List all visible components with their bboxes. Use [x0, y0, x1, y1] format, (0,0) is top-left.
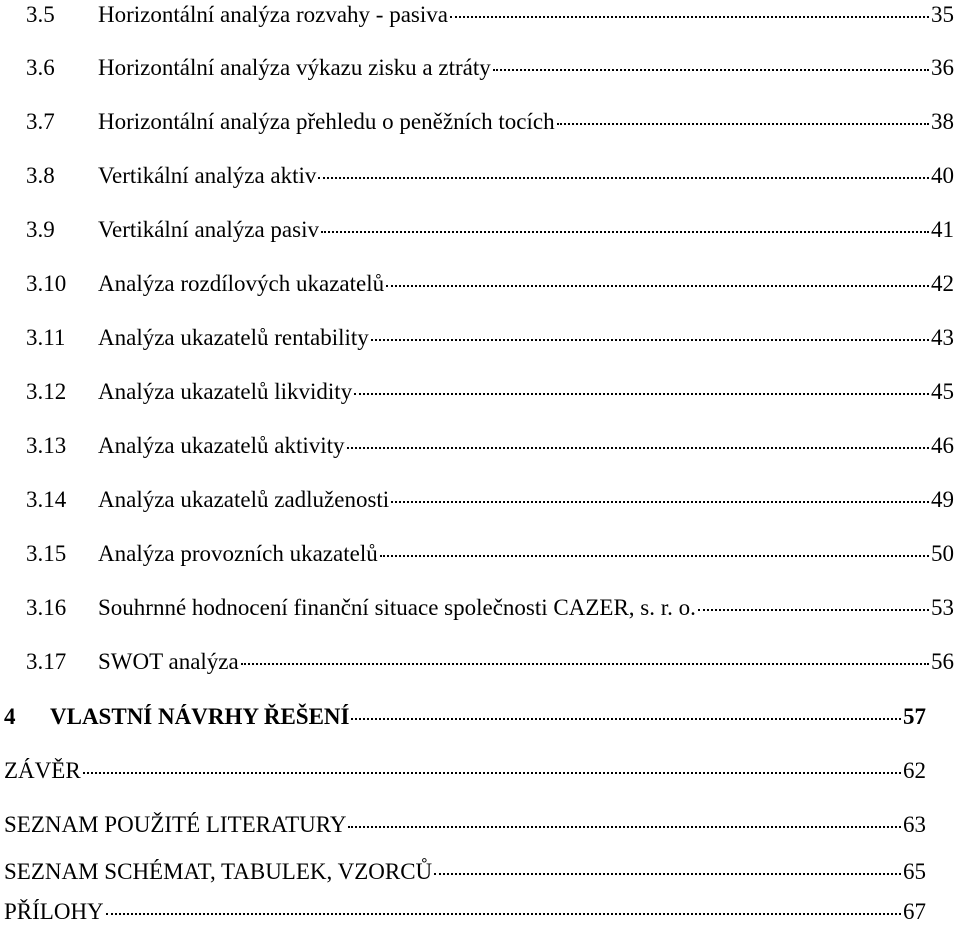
toc-entry-3-12[interactable] — [26, 377, 954, 407]
toc-entry-3-9[interactable] — [26, 215, 954, 245]
dot-leader — [106, 912, 901, 915]
toc-entry-page: 46 — [931, 433, 954, 458]
dot-leader — [493, 68, 929, 71]
toc-entry-number: 3.9 — [26, 217, 55, 242]
toc-entry-title: SEZNAM SCHÉMAT, TABULEK, VZORCŮ — [4, 859, 433, 884]
toc-entry-3-13[interactable] — [26, 431, 954, 461]
toc-entry-title: Analýza rozdílových ukazatelů — [98, 271, 385, 296]
toc-entry-page: 41 — [931, 217, 954, 242]
toc-entry-page: 49 — [931, 487, 954, 512]
dot-leader — [351, 717, 901, 720]
toc-entry-title: Analýza ukazatelů aktivity — [98, 433, 345, 458]
toc-entry-number: 3.10 — [26, 271, 67, 296]
toc-entry-number: 3.15 — [26, 541, 67, 566]
dot-leader — [347, 446, 929, 449]
toc-entry-title: Analýza ukazatelů likvidity — [98, 379, 353, 404]
toc-chapter-number: 4 — [4, 704, 16, 729]
toc-entry-page: 63 — [903, 812, 926, 837]
toc-entry-page: 45 — [931, 379, 954, 404]
toc-entry-seznam-schemat[interactable] — [4, 857, 926, 887]
toc-entry-zaver[interactable] — [4, 756, 926, 786]
toc-entry-number: 3.7 — [26, 109, 55, 134]
toc-entry-3-10[interactable] — [26, 269, 954, 299]
dot-leader — [348, 825, 901, 828]
toc-entry-page: 36 — [931, 55, 954, 80]
toc-entry-title: SWOT analýza — [98, 649, 239, 674]
toc-entry-page: 65 — [903, 859, 926, 884]
toc-entry-number: 3.5 — [26, 2, 55, 27]
toc-entry-3-8[interactable] — [26, 161, 954, 191]
toc-entry-number: 3.8 — [26, 163, 55, 188]
dot-leader — [371, 338, 929, 341]
toc-entry-3-6[interactable] — [26, 53, 954, 83]
dot-leader — [434, 872, 901, 875]
toc-entry-title: ZÁVĚR — [4, 758, 81, 783]
toc-entry-page: 40 — [931, 163, 954, 188]
toc-entry-number: 3.11 — [26, 325, 66, 350]
toc-entry-title: Analýza ukazatelů rentability — [98, 325, 369, 350]
toc-entry-title: Horizontální analýza přehledu o peněžních tocích — [98, 109, 555, 134]
toc-entry-title: PŘÍLOHY — [4, 899, 104, 924]
toc-entry-3-15[interactable] — [26, 539, 954, 569]
dot-leader — [380, 554, 929, 557]
toc-entry-3-14[interactable] — [26, 485, 954, 515]
toc-entry-title: Analýza provozních ukazatelů — [98, 541, 378, 566]
toc-chapter-4[interactable] — [4, 702, 926, 732]
dot-leader — [83, 771, 901, 774]
toc-entry-title: Vertikální analýza aktiv — [98, 163, 317, 188]
toc-entry-title: Analýza ukazatelů zadluženosti — [98, 487, 390, 512]
toc-entry-literatura[interactable] — [4, 810, 926, 840]
dot-leader — [241, 662, 929, 665]
toc-entry-number: 3.16 — [26, 595, 67, 620]
toc-entry-page: 56 — [931, 649, 954, 674]
toc-entry-title: Souhrnné hodnocení finanční situace společnosti CAZER, s. r. o. — [98, 595, 696, 620]
toc-entry-number: 3.12 — [26, 379, 67, 404]
dot-leader — [386, 284, 929, 287]
dot-leader — [391, 500, 929, 503]
toc-entry-page: 53 — [931, 595, 954, 620]
toc-entry-3-11[interactable] — [26, 323, 954, 353]
toc-entry-number: 3.17 — [26, 649, 67, 674]
toc-entry-number: 3.13 — [26, 433, 67, 458]
toc-chapter-page: 57 — [903, 704, 926, 729]
toc-entry-3-5[interactable] — [26, 0, 954, 30]
dot-leader — [321, 230, 929, 233]
dot-leader — [318, 176, 929, 179]
dot-leader — [354, 392, 929, 395]
toc-chapter-title: VLASTNÍ NÁVRHY ŘEŠENÍ — [50, 704, 350, 729]
toc-entry-page: 43 — [931, 325, 954, 350]
toc-entry-title: SEZNAM POUŽITÉ LITERATURY — [4, 812, 347, 837]
toc-entry-prilohy[interactable] — [4, 897, 926, 927]
toc-entry-page: 62 — [903, 758, 926, 783]
toc-entry-number: 3.14 — [26, 487, 67, 512]
toc-entry-3-16[interactable] — [26, 593, 954, 623]
toc-entry-title: Vertikální analýza pasiv — [98, 217, 319, 242]
toc-entry-number: 3.6 — [26, 55, 55, 80]
toc-entry-page: 67 — [903, 899, 926, 924]
dot-leader — [557, 122, 929, 125]
toc-entry-3-7[interactable] — [26, 107, 954, 137]
toc-entry-page: 42 — [931, 271, 954, 296]
toc-entry-page: 50 — [931, 541, 954, 566]
toc-entry-page: 38 — [931, 109, 954, 134]
toc-entry-title: Horizontální analýza výkazu zisku a ztráty — [98, 55, 491, 80]
dot-leader — [450, 15, 929, 18]
toc-entry-title: Horizontální analýza rozvahy - pasiva — [98, 2, 448, 27]
dot-leader — [698, 608, 929, 611]
toc-entry-3-17[interactable] — [26, 647, 954, 677]
toc-entry-page: 35 — [931, 2, 954, 27]
